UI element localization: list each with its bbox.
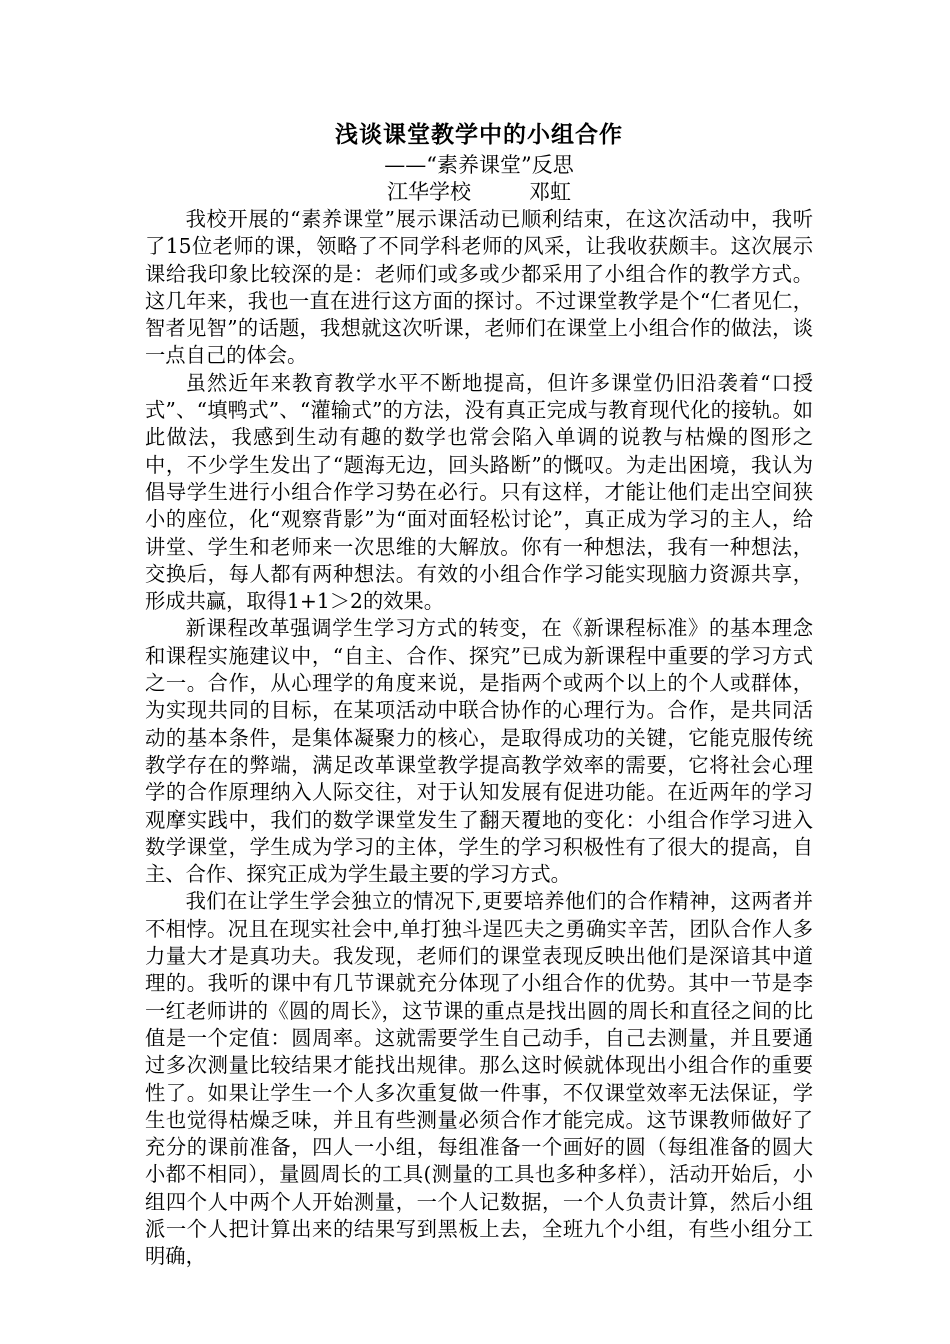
school-name: 江华学校 xyxy=(387,180,471,204)
author-name: 邓虹 xyxy=(529,180,571,204)
document-title: 浅谈课堂教学中的小组合作 xyxy=(335,121,623,148)
body-paragraph: 我校开展的“素养课堂”展示课活动已顺利结束，在这次活动中，我听了15位老师的课，领略了不同学科老师的风采，让我收获颇丰。这次展示课给我印象比较深的是：老师们或多或少都采用了小组合作的教学方式。这几年来，我也一直在进行这方面的探讨。不过课堂教学是个“仁者见仁，智者见智”的话题，我想就这次听课，老师们在课堂上小组合作的做法，谈一点自己的体会。 xyxy=(145,207,813,368)
body-paragraph: 我们在让学生学会独立的情况下,更要培养他们的合作精神，这两者并不相悖。况且在现实社会中,单打独斗逞匹夫之勇确实辛苦，团队合作人多力量大才是真功夫。我发现，老师们的课堂表现反映出他们是深谙其中道理的。我听的课中有几节课就充分体现了小组合作的优势。其中一节是李一红老师讲的《圆的周长》，这节课的重点是找出圆的周长和直径之间的比值是一个定值：圆周率。这就需要学生自己动手，自己去测量，并且要通过多次测量比较结果才能找出规律。那么这时候就体现出小组合作的重要性了。如果让学生一个人多次重复做一件事，不仅课堂效率无法保证，学生也觉得枯燥乏味，并且有些测量必须合作才能完成。这节课教师做好了充分的课前准备，四人一小组，每组准备一个画好的圆（每组准备的圆大小都不相同），量圆周长的工具(测量的工具也多种多样），活动开始后，小组四个人中两个人开始测量，一个人记数据，一个人负责计算，然后小组派一个人把计算出来的结果写到黑板上去，全班九个小组，有些小组分工明确， xyxy=(145,889,813,1269)
document-page xyxy=(145,118,813,1271)
document-subtitle: ——“素养课堂”反思 xyxy=(384,153,574,177)
byline xyxy=(145,179,813,206)
body-paragraph: 虽然近年来教育教学水平不断地提高，但许多课堂仍旧沿袭着“口授式”、“填鸭式”、“灌输式”的方法，没有真正完成与教育现代化的接轨。如此做法，我感到生动有趣的数学也常会陷入单调的说教与枯燥的图形之中，不少学生发出了“题海无边，回头路断”的慨叹。为走出困境，我认为倡导学生进行小组合作学习势在必行。只有这样，才能让他们走出空间狭小的座位，化“观察背影”为“面对面轻松讨论”，真正成为学习的主人，给讲堂、学生和老师来一次思维的大解放。你有一种想法，我有一种想法，交换后，每人都有两种想法。有效的小组合作学习能实现脑力资源共享，形成共赢，取得1+1＞2的效果。 xyxy=(145,370,813,614)
body-paragraph: 新课程改革强调学生学习方式的转变，在《新课程标准》的基本理念和课程实施建议中，“自主、合作、探究”已成为新课程中重要的学习方式之一。合作，从心理学的角度来说，是指两个或两个以上的个人或群体，为实现共同的目标，在某项活动中联合协作的心理行为。合作，是共同活动的基本条件，是集体凝聚力的核心，是取得成功的关键，它能克服传统教学存在的弊端，满足改革课堂教学提高教学效率的需要，它将社会心理学的合作原理纳入人际交往，对于认知发展有促进功能。在近两年的学习观摩实践中，我们的数学课堂发生了翻天覆地的变化：小组合作学习进入数学课堂，学生成为学习的主体，学生的学习积极性有了很大的提高，自主、合作、探究正成为学生最主要的学习方式。 xyxy=(145,616,813,887)
